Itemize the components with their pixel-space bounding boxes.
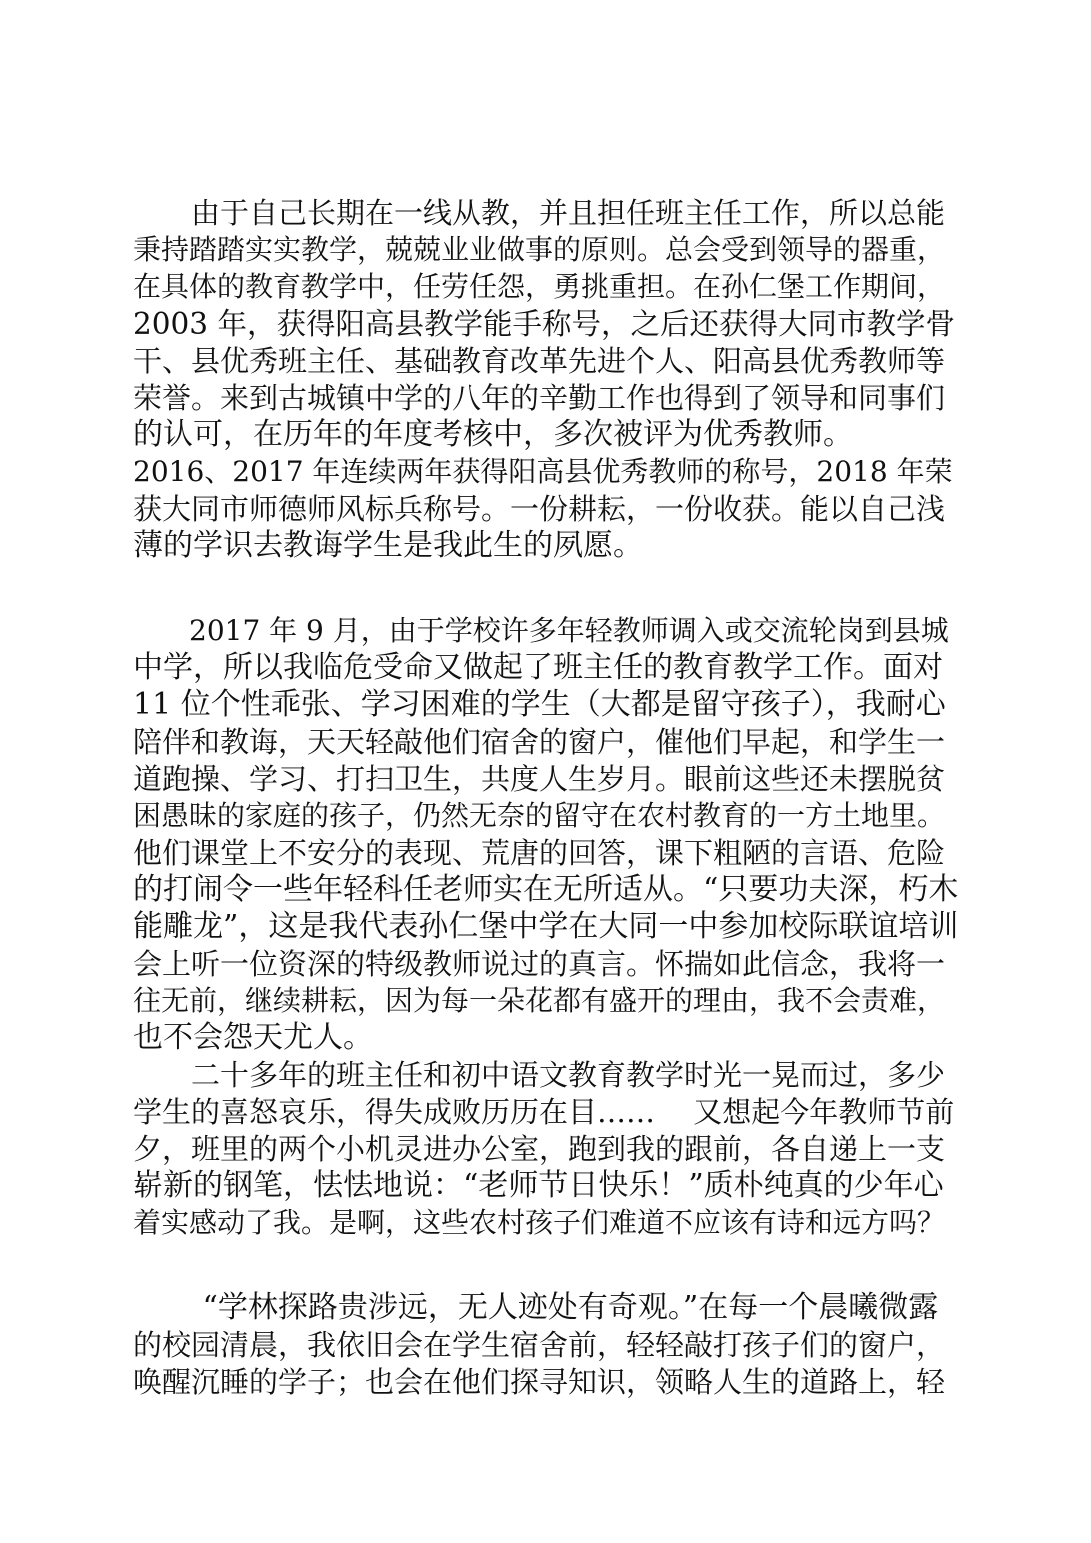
text-line: 的校园清晨，我依旧会在学生宿舍前，轻轻敲打孩子们的窗户， bbox=[133, 1328, 946, 1362]
text-line: 2016、2017 年连续两年获得阳高县优秀教师的称号，2018 年荣 bbox=[133, 455, 953, 488]
text-line: 唤醒沉睡的学子；也会在他们探寻知识，领略人生的道路上，轻 bbox=[133, 1365, 946, 1399]
text-line: 能雕龙”，这是我代表孙仁堡中学在大同一中参加校际联谊培训 bbox=[133, 909, 959, 944]
text-line: 获大同市师德师风标兵称号。一份耕耘，一份收获。能以自己浅 bbox=[133, 492, 946, 526]
text-line: 2017 年 9 月，由于学校许多年轻教师调入或交流轮岗到县城 bbox=[133, 614, 949, 647]
text-line: 干、县优秀班主任、基础教育改革先进个人、阳高县优秀教师等 bbox=[133, 344, 946, 378]
text-line: 往无前，继续耕耘，因为每一朵花都有盛开的理由，我不会责难， bbox=[133, 984, 946, 1017]
text-line: 薄的学识去教诲学生是我此生的夙愿。 bbox=[133, 528, 643, 563]
text-line: 秉持踏踏实实教学，兢兢业业做事的原则。总会受到领导的器重， bbox=[133, 233, 946, 266]
text-line: 在具体的教育教学中，任劳任怨，勇挑重担。在孙仁堡工作期间， bbox=[133, 270, 946, 303]
text-line: 困愚昧的家庭的孩子，仍然无奈的留守在农村教育的一方土地里。 bbox=[133, 799, 946, 832]
text-line: 夕，班里的两个小机灵进办公室，跑到我的跟前，各自递上一支 bbox=[133, 1132, 946, 1166]
text-line: 会上听一位资深的特级教师说过的真言。怀揣如此信念，我将一 bbox=[133, 947, 946, 981]
text-line: 2003 年，获得阳高县教学能手称号，之后还获得大同市教学骨 bbox=[133, 307, 955, 341]
text-line: “学林探路贵涉远，无人迹处有奇观。”在每一个晨曦微露 bbox=[133, 1290, 939, 1325]
text-line: 的打闹令一些年轻科任老师实在无所适从。“只要功夫深，朽木 bbox=[133, 872, 959, 907]
text-line: 道跑操、学习、打扫卫生，共度人生岁月。眼前这些还未摆脱贫 bbox=[133, 762, 946, 796]
text-line: 学生的喜怒哀乐，得失成败历历在目…… 又想起今年教师节前 bbox=[133, 1095, 955, 1129]
text-line: 中学，所以我临危受命又做起了班主任的教育教学工作。面对 bbox=[133, 650, 943, 685]
text-line: 他们课堂上不安分的表现、荒唐的回答，课下粗陋的言语、危险 bbox=[133, 836, 946, 870]
text-line: 崭新的钢笔，怯怯地说：“老师节日快乐！”质朴纯真的少年心 bbox=[133, 1168, 944, 1203]
text-line: 也不会怨天尤人。 bbox=[133, 1020, 373, 1055]
text-line: 的认可，在历年的年度考核中，多次被评为优秀教师。 bbox=[133, 417, 853, 452]
text-line: 陪伴和教诲，天天轻敲他们宿舍的窗户，催他们早起，和学生一 bbox=[133, 725, 946, 759]
text-line: 着实感动了我。是啊，这些农村孩子们难道不应该有诗和远方吗？ bbox=[133, 1206, 946, 1239]
text-line: 二十多年的班主任和初中语文教育教学时光一晃而过，多少 bbox=[133, 1058, 946, 1092]
text-line: 11 位个性乖张、学习困难的学生（大都是留守孩子），我耐心 bbox=[133, 687, 946, 722]
text-line: 由于自己长期在一线从教，并且担任班主任工作，所以总能 bbox=[133, 196, 946, 230]
text-line: 荣誉。来到古城镇中学的八年的辛勤工作也得到了领导和同事们 bbox=[133, 381, 946, 415]
